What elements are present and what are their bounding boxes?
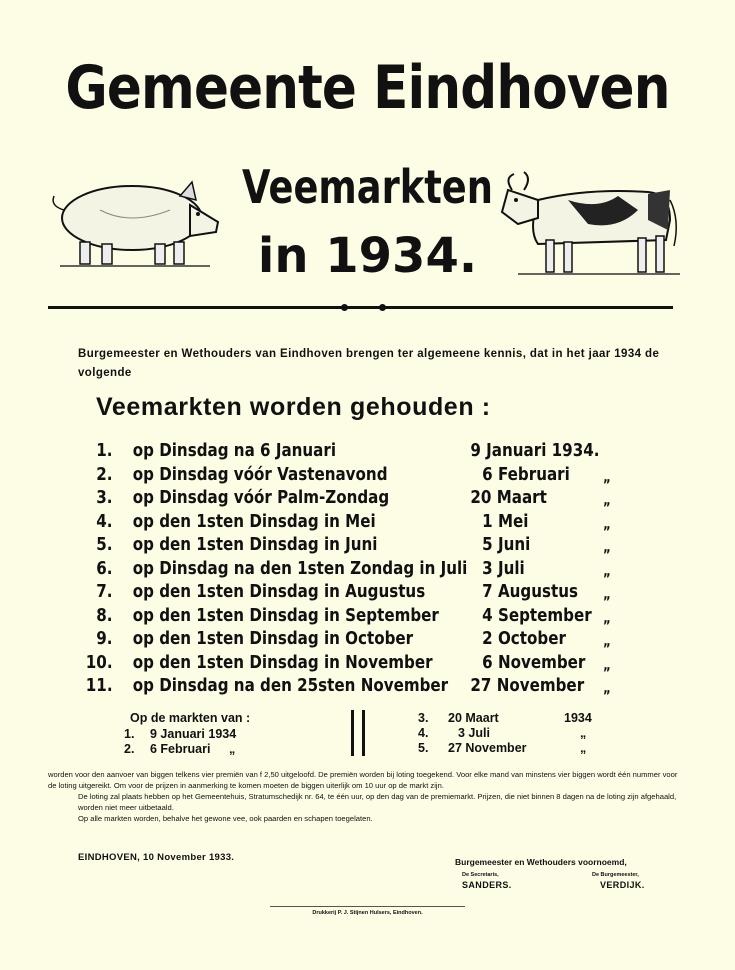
market-date: 6 Februari: [482, 463, 570, 485]
market-row: [0, 440, 617, 463]
market-description: op Dinsdag na den 25sten November: [132, 675, 449, 696]
separator-bar: [351, 710, 354, 756]
market-description: op Dinsdag na den 1sten Zondag in Juli: [132, 557, 468, 579]
premium-left-date: 6 Februari: [150, 742, 211, 756]
market-row: [0, 581, 617, 604]
market-row: [0, 558, 617, 581]
divider-dot: [379, 304, 386, 311]
market-row: [0, 675, 617, 698]
market-date: 7 Augustus: [482, 581, 578, 602]
market-date: 1 Mei: [482, 510, 529, 532]
market-list: [0, 440, 735, 700]
market-date: 20 Maart: [470, 487, 547, 508]
ditto-mark: „: [603, 563, 611, 580]
premium-right-number: 4.: [418, 726, 429, 740]
conditions-paragraph: worden voor den aanvoer van biggen telkens vier premiën van f 2,50 uitgeloofd. De premiën worden bij loting toegekend. Voor elke mand van minstens vier biggen wordt één nummer voor de loting uitgereikt. Om voor de prijzen in aanmerking te komen moeten de biggen uiterlijk om 10 uur op de markt zijn.: [48, 770, 678, 790]
divider-rule: [48, 306, 673, 309]
ditto-mark: „: [229, 742, 236, 756]
ditto-mark: „: [603, 540, 611, 556]
market-date: 6 November: [482, 651, 586, 673]
conditions-paragraph: De loting zal plaats hebben op het Gemeentehuis, Stratumschedijk nr. 64, te één uur, op den dag van de premiemarkt. Prijzen, die niet binnen 8 dagen na de loting zijn afgehaald, worden niet meer uitbetaald.: [78, 792, 677, 812]
printer-credit: Drukkerij P. J. Stijnen Hulsers, Eindhoven.: [312, 910, 423, 916]
market-row: [0, 511, 617, 534]
premium-left-number: 1.: [124, 727, 135, 741]
ditto-mark: „: [603, 634, 611, 650]
market-description: op Dinsdag vóór Vastenavond: [132, 463, 388, 485]
secretary-label: De Secretaris,: [462, 872, 499, 878]
conditions-paragraph: Op alle markten worden, behalve het gewone vee, ook paarden en schapen toegelaten.: [78, 814, 373, 823]
market-description: op den 1sten Dinsdag in November: [132, 651, 433, 673]
ditto-mark: „: [580, 741, 587, 755]
divider-dot: [341, 304, 348, 311]
market-row: [0, 628, 617, 651]
premium-right-year: 1934: [564, 711, 592, 725]
market-row: [0, 464, 617, 487]
mayor-label: De Burgemeester,: [592, 872, 639, 878]
premium-right-date: 20 Maart: [448, 711, 499, 725]
market-number: 5.: [96, 534, 113, 555]
market-description: op den 1sten Dinsdag in Augustus: [132, 581, 426, 602]
market-description: op Dinsdag vóór Palm-Zondag: [132, 487, 390, 508]
market-number: 11.: [85, 675, 113, 696]
premium-right-date: 27 November: [448, 741, 527, 755]
ditto-mark: „: [603, 587, 611, 603]
poster-subtitle-1: Veemarkten: [242, 160, 493, 214]
premium-heading: Op de markten van :: [130, 711, 251, 725]
ditto-mark: „: [603, 610, 611, 627]
ditto-mark: „: [603, 681, 611, 697]
ditto-mark: „: [603, 657, 611, 674]
market-row: [0, 605, 617, 628]
ditto-mark: „: [603, 493, 611, 509]
market-description: op den 1sten Dinsdag in Juni: [132, 534, 378, 555]
premium-right-number: 5.: [418, 741, 429, 755]
market-number: 2.: [96, 463, 113, 485]
market-number: 9.: [96, 628, 113, 649]
market-number: 6.: [96, 557, 113, 579]
mayor-name: VERDIJK.: [600, 880, 645, 890]
market-description: op den 1sten Dinsdag in October: [132, 628, 414, 649]
market-date: 3 Juli: [482, 557, 525, 579]
signers-heading: Burgemeester en Wethouders voornoemd,: [455, 857, 627, 867]
market-date: 4 September: [482, 604, 592, 626]
market-number: 8.: [96, 604, 113, 626]
market-number: 7.: [96, 581, 113, 602]
ditto-mark: „: [580, 726, 587, 740]
premium-left-date: 9 Januari 1934: [150, 727, 237, 741]
market-number: 10.: [85, 651, 113, 673]
market-date: 2 October: [482, 628, 566, 649]
place-date: EINDHOVEN, 10 November 1933.: [78, 852, 235, 863]
poster-title: Gemeente Eindhoven: [65, 53, 670, 123]
market-number: 1.: [96, 440, 113, 461]
market-number: 3.: [96, 487, 113, 508]
printer-rule: [270, 906, 465, 907]
market-description: op den 1sten Dinsdag in September: [132, 604, 439, 626]
section-heading: Veemarkten worden gehouden :: [96, 393, 491, 421]
market-number: 4.: [96, 510, 113, 532]
ditto-mark: „: [603, 516, 611, 533]
market-row: [0, 534, 617, 557]
market-date: 9 Januari 1934.: [470, 440, 600, 461]
market-date: 5 Juni: [482, 534, 531, 555]
market-row: [0, 652, 617, 675]
market-description: op Dinsdag na 6 Januari: [132, 440, 337, 461]
ditto-mark: „: [603, 469, 611, 486]
conditions-text: [48, 769, 683, 824]
premium-right-number: 3.: [418, 711, 429, 725]
premium-left-number: 2.: [124, 742, 135, 756]
intro-text: Burgemeester en Wethouders van Eindhoven brengen ter algemeene kennis, dat in het jaar 1934 de volgende: [78, 348, 660, 379]
poster-subtitle-2: in 1934.: [257, 228, 478, 284]
market-row: [0, 487, 617, 510]
market-date: 27 November: [470, 675, 585, 696]
market-description: op den 1sten Dinsdag in Mei: [132, 510, 376, 532]
separator-bar: [362, 710, 365, 756]
premium-right-date: 3 Juli: [458, 726, 490, 740]
secretary-name: SANDERS.: [462, 880, 512, 890]
